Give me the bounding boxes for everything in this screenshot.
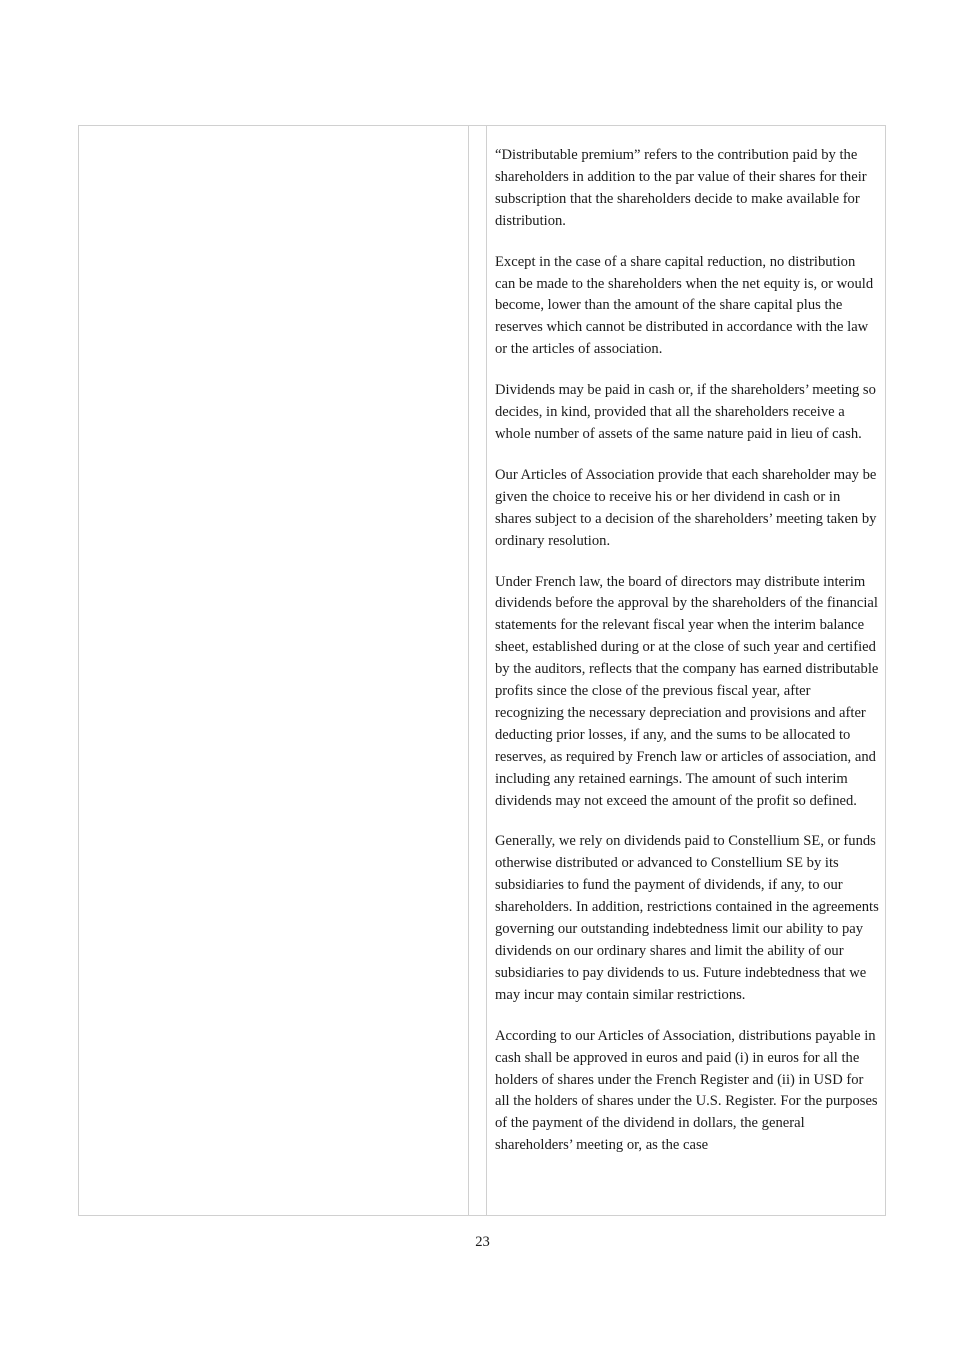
- left-column: [79, 126, 469, 1215]
- paragraph-interim-dividends: Under French law, the board of directors may distribute interim dividends before the approval by the shareholders of the financial statements for the relevant fiscal year when the interim balance sheet, established during or at the close of such year and certified by the auditors, reflects that the company has earned distributable profits since the close of the previous fiscal year, after recognizing the necessary depreciation and provisions and after deducting prior losses, if any, and the sums to be allocated to reserves, as required by French law or articles of association, and including any retained earnings. The amount of such interim dividends may not exceed the amount of the profit so defined.: [495, 573, 879, 809]
- paragraph-reliance-on-subsidiaries: Generally, we rely on dividends paid to Constellium SE, or funds otherwise distributed or advanced to Constellium SE by its subsidiaries to fund the payment of dividends, if any, to our shareholders. In addition, restrictions contained in the agreements governing our outstanding indebtedness limit our ability to pay dividends on our ordinary shares and limit the ability of our subsidiaries to pay dividends to us. Future indebtedness that we may incur may contain similar restrictions.: [495, 833, 879, 1003]
- paragraph-dividend-choice: Our Articles of Association provide that each shareholder may be given the choice to receive his or her dividend in cash or in shares subject to a decision of the shareholders’ meeting taken by ordinary resolution.: [495, 466, 877, 549]
- document-table: [78, 125, 886, 1216]
- text-column: [487, 126, 885, 1215]
- page-number: 23: [475, 1234, 490, 1250]
- paragraph-distribution-currency: According to our Articles of Association, distributions payable in cash shall be approved in euros and paid (i) in euros for all the holders of shares under the French Register and (ii) in USD for all the holders of shares under the U.S. Register. For the purposes of the payment of the dividend in dollars, the general shareholders’ meeting or, as the case: [495, 1027, 878, 1154]
- spacer-column: [469, 126, 487, 1215]
- paragraph-capital-reduction: Except in the case of a share capital reduction, no distribution can be made to the shareholders when the net equity is, or would become, lower than the amount of the share capital plus the reserves which cannot be distributed in accordance with the law or the articles of association.: [495, 253, 874, 358]
- paragraph-dividends-in-kind: Dividends may be paid in cash or, if the shareholders’ meeting so decides, in kind, provided that all the shareholders receive a whole number of assets of the same nature paid in lieu of cash.: [495, 382, 876, 442]
- paragraph-distributable-premium: “Distributable premium” refers to the contribution paid by the shareholders in addition to the par value of their shares for their subscription that the shareholders decide to make available for distribution.: [495, 147, 867, 229]
